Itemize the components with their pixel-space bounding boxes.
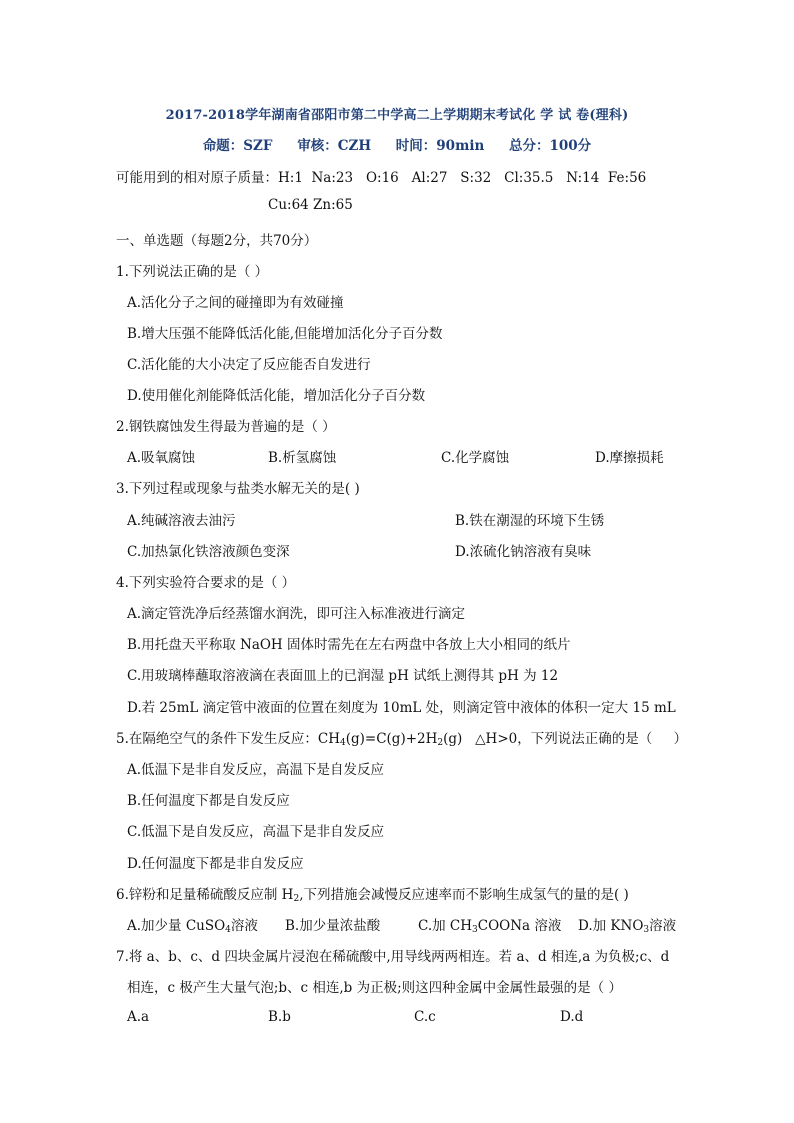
- q3-option-a: A.纯碱溶液去油污: [127, 513, 236, 529]
- q6-stem-part: 6.锌粉和足量稀硫酸反应制 H: [116, 887, 294, 903]
- total-score: 总分：100分: [509, 138, 592, 154]
- q6-option-c: [418, 914, 561, 935]
- q5-subscript: 4: [339, 738, 346, 748]
- question-2-stem: 2.钢铁腐蚀发生得最为普遍的是（ ）: [116, 419, 336, 435]
- q4-option-b: B.用托盘天平称取 NaOH 固体时需先在左右两盘中各放上大小相同的纸片: [127, 637, 571, 653]
- q7-option-c: C.c: [414, 1009, 436, 1025]
- q3-option-b: B.铁在潮湿的环境下生锈: [455, 513, 605, 529]
- q4-option-a: A.滴定管洗净后经蒸馏水润洗，即可注入标准液进行滴定: [127, 606, 466, 622]
- q4-option-d: D.若 25mL 滴定管中液面的位置在刻度为 10mL 处，则滴定管中液体的体积一定大 15 mL: [127, 700, 676, 716]
- question-3-stem: 3.下列过程或现象与盐类水解无关的是( ): [116, 481, 360, 497]
- q7-option-b: B.b: [268, 1009, 291, 1025]
- q2-option-b: B.析氢腐蚀: [268, 450, 337, 466]
- q5-stem-part: 5.在隔绝空气的条件下发生反应：CH: [116, 731, 340, 747]
- q6-d-part: 溶液: [649, 918, 677, 934]
- exam-title: 2017-2018学年湖南省邵阳市第二中学高二上学期期末考试化 学 试 卷(理科): [165, 108, 629, 123]
- question-7-stem-line2: 相连，c 极产生大量气泡;b、c 相连,b 为正极;则这四种金属中金属性最强的是（ ）: [127, 980, 622, 996]
- q5-stem-part: (g) △H>0，下列说法正确的是（ ）: [443, 731, 688, 747]
- q1-option-d: D.使用催化剂能降低活化能，增加活化分子百分数: [127, 388, 426, 404]
- q6-a-part: 溶液: [230, 918, 258, 934]
- q6-option-d: [578, 914, 676, 935]
- q6-c-part: COONa 溶液: [477, 918, 562, 934]
- q7-option-a: A.a: [127, 1009, 150, 1025]
- atomic-masses-line2: Cu:64 Zn:65: [268, 197, 353, 213]
- q4-option-c: C.用玻璃棒蘸取溶液滴在表面皿上的已润湿 pH 试纸上测得其 pH 为 12: [127, 668, 559, 684]
- q1-option-c: C.活化能的大小决定了反应能否自发进行: [127, 357, 371, 373]
- reviewer: 审核：CZH: [297, 138, 372, 154]
- question-4-stem: 4.下列实验符合要求的是（ ）: [116, 575, 296, 591]
- q6-option-a: [127, 914, 258, 935]
- question-6-stem: [116, 883, 629, 904]
- q6-option-b: B.加少量浓盐酸: [285, 918, 381, 934]
- q5-option-b: B.任何温度下都是自发反应: [127, 793, 290, 809]
- q5-subscript: 2: [437, 738, 444, 748]
- question-1-stem: 1.下列说法正确的是（ ）: [116, 264, 269, 280]
- q5-option-d: D.任何温度下都是非自发反应: [127, 856, 304, 872]
- question-7-stem-line1: 7.将 a、b、c、d 四块金属片浸泡在稀硫酸中,用导线两两相连。若 a、d 相连,a 为负极;c、d: [116, 949, 670, 965]
- q7-option-d: D.d: [560, 1009, 584, 1025]
- q5-stem-part: (g)=C(g)+2H: [345, 731, 438, 747]
- exam-meta: [0, 134, 794, 154]
- q5-option-c: C.低温下是自发反应，高温下是非自发反应: [127, 824, 385, 840]
- setter: 命题：SZF: [202, 138, 273, 154]
- q6-c-subscript: 3: [472, 925, 478, 935]
- atomic-masses-line1: 可能用到的相对原子质量：H:1 Na:23 O:16 Al:27 S:32 Cl:35.5 N:14 Fe:56: [116, 170, 647, 186]
- q3-option-c: C.加热氯化铁溶液颜色变深: [127, 544, 290, 560]
- q6-d-subscript: 3: [643, 925, 650, 935]
- question-5-stem: [116, 727, 687, 748]
- q6-subscript: 2: [293, 894, 300, 904]
- q6-c-part: C.加 CH: [418, 918, 473, 934]
- q2-option-c: C.化学腐蚀: [441, 450, 510, 466]
- q5-option-a: A.低温下是非自发反应，高温下是自发反应: [127, 762, 385, 778]
- section-heading: 一、单选题（每题2分，共70分）: [116, 233, 318, 249]
- q2-option-d: D.摩擦损耗: [595, 450, 664, 466]
- q6-d-part: D.加 KNO: [578, 918, 644, 934]
- q1-option-b: B.增大压强不能降低活化能,但能增加活化分子百分数: [127, 326, 443, 342]
- q3-option-d: D.浓硫化钠溶液有臭味: [455, 544, 592, 560]
- q2-option-a: A.吸氧腐蚀: [127, 450, 196, 466]
- q6-stem-part: ,下列措施会减慢反应速率而不影响生成氢气的量的是( ): [299, 887, 629, 903]
- q6-a-part: A.加少量 CuSO: [127, 918, 226, 934]
- exam-time: 时间：90min: [395, 138, 485, 154]
- q6-a-subscript: 4: [225, 925, 231, 935]
- q1-option-a: A.活化分子之间的碰撞即为有效碰撞: [127, 295, 344, 311]
